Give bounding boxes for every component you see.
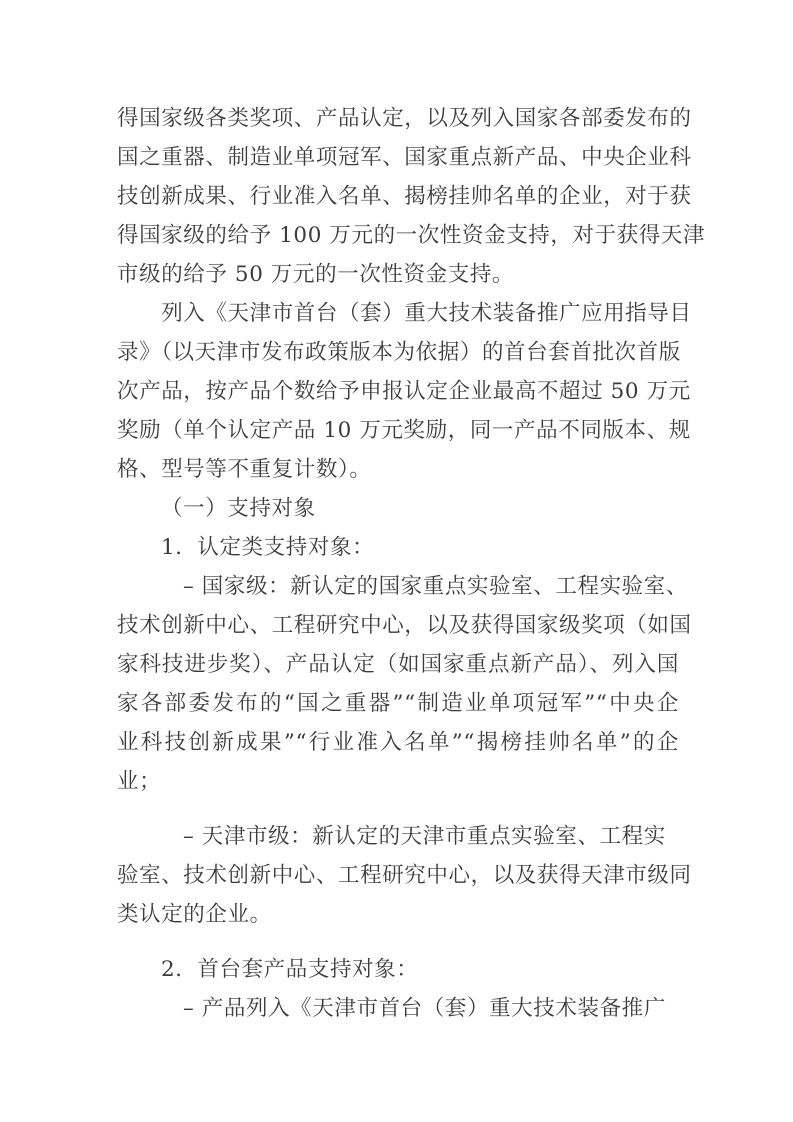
list-item-number: 1．认定类支持对象： — [161, 535, 375, 560]
list-item-dash-line: 技术创新中心、工程研究中心，以及获得国家级奖项（如国 — [117, 613, 692, 638]
paragraph-line: 奖励（单个认定产品 10 万元奖励，同一产品不同版本、规 — [117, 418, 691, 443]
list-item-dash-line: 家各部委发布的“国之重器”“制造业单项冠军”“中央企 — [117, 691, 679, 716]
paragraph-line: 录》（以天津市发布政策版本为依据）的首台套首批次首版 — [117, 340, 681, 365]
paragraph-spacer — [117, 934, 679, 950]
section-heading: （一）支持对象 — [161, 496, 316, 521]
list-item-dash-line: 家科技进步奖）、产品认定（如国家重点新产品）、列入国 — [117, 652, 679, 677]
paragraph-line: 国之重器、制造业单项冠军、国家重点新产品、中央企业科 — [117, 145, 692, 170]
list-item-number: 2．首台套产品支持对象： — [161, 957, 419, 982]
list-item-dash-line: 类认定的企业。 — [117, 902, 272, 927]
document-text-block — [117, 99, 706, 1028]
list-item-dash-line: 验室、技术创新中心、工程研究中心，以及获得天津市级同 — [117, 863, 692, 888]
paragraph-line: 格、型号等不重复计数）。 — [117, 457, 372, 482]
paragraph-line: 市级的给予 50 万元的一次性资金支持。 — [117, 262, 515, 287]
paragraph-line: 得国家级的给予 100 万元的一次性资金支持，对于获得天津 — [117, 223, 706, 248]
paragraph-line: 技创新成果、行业准入名单、揭榜挂帅名单的企业，对于获 — [117, 184, 692, 209]
paragraph-line: 列入《天津市首台（套）重大技术装备推广应用指导目 — [117, 301, 692, 326]
list-item-dash: – 天津市级：新认定的天津市重点实验室、工程实 — [183, 824, 666, 849]
paragraph-spacer — [117, 801, 679, 817]
list-item-dash-line: 业科技创新成果”“行业准入名单”“揭榜挂帅名单”的企 — [117, 730, 679, 755]
list-item-dash-line: 业； — [117, 769, 162, 794]
list-item-dash: – 国家级：新认定的国家重点实验室、工程实验室、 — [183, 574, 688, 599]
list-item-dash: – 产品列入《天津市首台（套）重大技术装备推广 — [183, 996, 666, 1021]
paragraph-line: 次产品，按产品个数给予申报认定企业最高不超过 50 万元 — [117, 379, 691, 404]
paragraph-line: 得国家级各类奖项、产品认定，以及列入国家各部委发布的 — [117, 106, 692, 131]
